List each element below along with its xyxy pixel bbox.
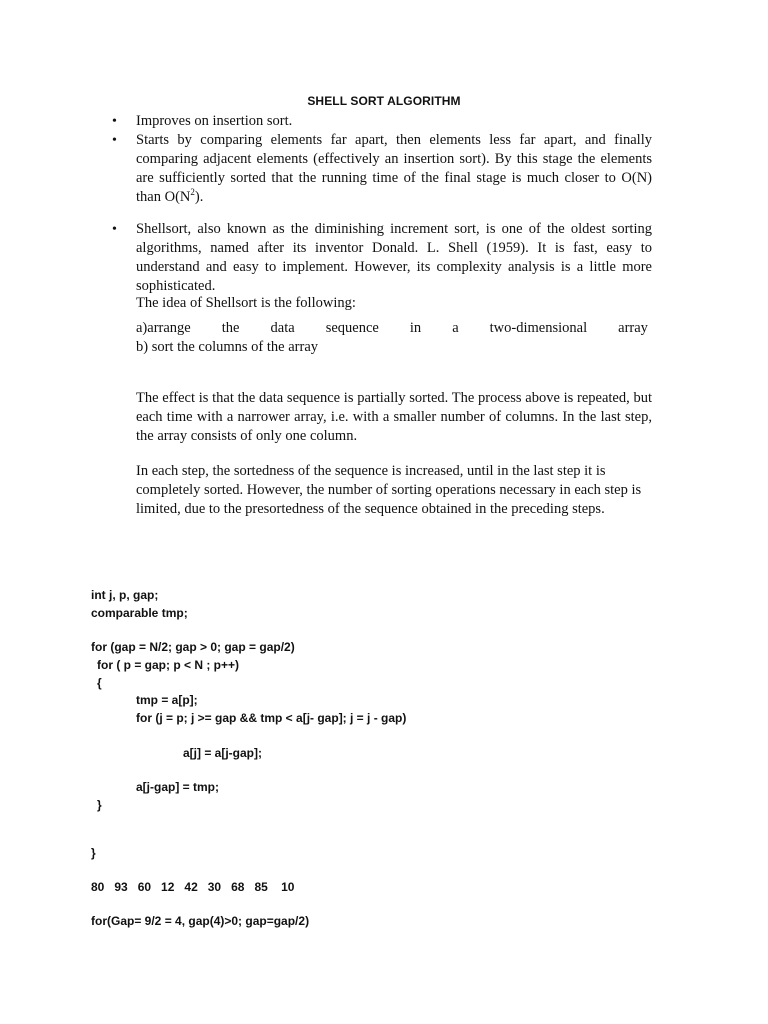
idea-step-a-word: sequence bbox=[325, 320, 379, 336]
bullet-text-1: Improves on insertion sort. bbox=[136, 113, 293, 129]
idea-intro: The idea of Shellsort is the following: bbox=[136, 295, 356, 311]
idea-step-a-word: a)arrange bbox=[136, 320, 191, 336]
idea-step-a-word: a bbox=[452, 320, 459, 336]
idea-step-b: b) sort the columns of the array bbox=[136, 339, 319, 355]
code-line: for(Gap= 9/2 = 4, gap(4)>0; gap=gap/2) bbox=[91, 914, 310, 928]
bullet-dot-icon: • bbox=[112, 114, 117, 129]
code-line: a[j] = a[j-gap]; bbox=[183, 746, 263, 760]
number-sequence: 80 93 60 12 42 30 68 85 10 bbox=[91, 880, 295, 894]
code-line: for (gap = N/2; gap > 0; gap = gap/2) bbox=[91, 640, 295, 654]
code-line: comparable tmp; bbox=[91, 606, 188, 620]
page-title: SHELL SORT ALGORITHM bbox=[307, 94, 461, 108]
bullet-dot-icon: • bbox=[112, 222, 117, 237]
code-line: for ( p = gap; p < N ; p++) bbox=[97, 658, 240, 672]
code-line: { bbox=[97, 676, 102, 690]
code-line: for (j = p; j >= gap && tmp < a[j- gap]; j = j - gap) bbox=[136, 711, 407, 725]
complexity-term: $O(N^2)$. bbox=[164, 187, 204, 205]
code-line: } bbox=[97, 798, 102, 812]
bullet-text-2: Starts by comparing elements far apart, then elements less far apart, and finally comparing adjacent elements (effectively an insertion sort). By this stage the elements are sufficiently sorted that the running time of the final stage is much closer to O(N) than $O(N^2)$. bbox=[136, 132, 652, 205]
idea-step-a-word: the bbox=[221, 320, 240, 336]
idea-step-a-word: array bbox=[618, 320, 648, 336]
code-line: a[j-gap] = tmp; bbox=[136, 780, 219, 794]
step-paragraph: In each step, the sortedness of the sequence is increased, until in the last step it is completely sorted. However, the number of sorting operations necessary in each step is limited, due to the presortedness of the sequence obtained in the preceding steps. bbox=[136, 463, 642, 517]
idea-step-a bbox=[136, 319, 652, 338]
idea-step-a-words bbox=[136, 319, 648, 338]
effect-paragraph: The effect is that the data sequence is partially sorted. The process above is repeated, but each time with a narrower array, i.e. with a smaller number of columns. In the last step, the array consists of only one column. bbox=[136, 390, 652, 444]
bullet-text-3: Shellsort, also known as the diminishing increment sort, is one of the oldest sorting algorithms, named after its inventor Donald. L. Shell (1959). It is fast, easy to understand and easy to implement. However, its complexity analysis is a little more sophisticated. bbox=[136, 221, 652, 294]
code-line: } bbox=[91, 846, 96, 860]
code-line: tmp = a[p]; bbox=[136, 693, 198, 707]
bullet-dot-icon: • bbox=[112, 133, 117, 148]
idea-step-a-word: data bbox=[270, 320, 295, 336]
code-line: int j, p, gap; bbox=[91, 588, 159, 602]
idea-step-a-word: in bbox=[409, 320, 422, 336]
idea-step-a-word: two-dimensional bbox=[489, 320, 588, 336]
